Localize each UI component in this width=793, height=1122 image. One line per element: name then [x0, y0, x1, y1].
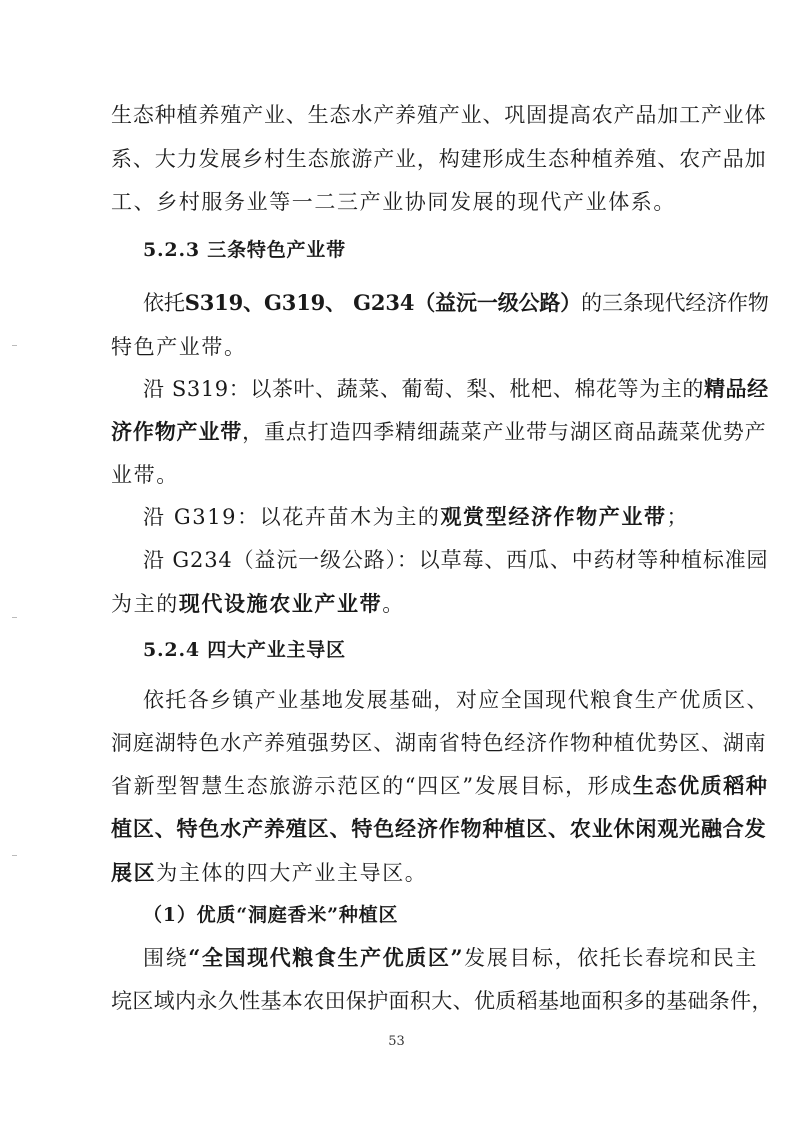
text-run: ，重点打造四季精细蔬菜产业带与湖区商品蔬菜优势产: [242, 420, 767, 444]
text-run: 沿 G319：以花卉苗木为主的: [143, 505, 441, 529]
text-run: 依托: [143, 291, 185, 315]
text-run: 省新型智慧生态旅游示范区的“四区”发展目标，形成: [111, 774, 633, 798]
emphasis-text: “全国现代粮食生产优质区”: [188, 945, 465, 970]
body-text-line: [111, 772, 768, 800]
body-text-line: 垸区域内永久性基本农田保护面积大、优质稻基地面积多的基础条件，: [111, 989, 773, 1013]
body-text-line: [143, 944, 758, 972]
text-run: 。: [382, 592, 405, 616]
text-run: 沿 S319：以茶叶、蔬菜、葡萄、梨、枇杷、棉花等为主的: [143, 377, 704, 401]
body-text-line: 沿 G234（益沅一级公路）：以草莓、西瓜、中药材等种植标准园: [143, 548, 769, 572]
text-run: 发展目标，依托长春垸和民主: [464, 946, 758, 970]
page-number: 53: [388, 1034, 405, 1049]
scan-margin-mark: [12, 345, 17, 346]
emphasis-text: 现代设施农业产业带: [178, 591, 383, 616]
body-text-line: 业带。: [111, 463, 179, 487]
emphasis-text: 展区: [111, 860, 157, 885]
text-run: ；: [666, 505, 690, 529]
body-text-line: [111, 859, 427, 887]
emphasis-line: 植区、特色水产养殖区、特色经济作物种植区、农业休闲观光融合发: [111, 816, 767, 841]
body-text-line: 工、乡村服务业等一二三产业协同发展的现代产业体系。: [111, 190, 676, 214]
text-run: 围绕: [143, 946, 189, 970]
text-run: 为主的: [111, 592, 179, 616]
body-text-line: [143, 289, 769, 317]
text-run: 的三条现代经济作物: [581, 291, 769, 315]
emphasis-text: 济作物产业带: [111, 419, 243, 444]
scan-margin-mark: [12, 617, 17, 618]
scan-margin-mark: [12, 855, 17, 856]
section-heading-5-2-4: 5.2.4 四大产业主导区: [143, 639, 346, 661]
body-text-line: 洞庭湖特色水产养殖强势区、湖南省特色经济作物种植优势区、湖南: [111, 731, 767, 755]
emphasis-text: 生态优质稻种: [632, 773, 769, 798]
section-heading-5-2-3: 5.2.3 三条特色产业带: [143, 239, 346, 261]
body-text-line: [143, 375, 769, 403]
body-text-line: 特色产业带。: [111, 335, 247, 359]
body-text-line: [143, 503, 689, 531]
body-text-line: 依托各乡镇产业基地发展基础，对应全国现代粮食生产优质区、: [143, 688, 769, 712]
emphasis-text: 观赏型经济作物产业带: [440, 504, 667, 529]
body-text-line: [111, 590, 405, 618]
road-names: S319、G319、 G234（益沅一级公路）: [184, 290, 582, 315]
subsection-heading-1: （1）优质“洞庭香米”种植区: [143, 904, 399, 926]
text-run: 为主体的四大产业主导区。: [156, 861, 428, 885]
body-text-line: 系、大力发展乡村生态旅游产业，构建形成生态种植养殖、农产品加: [111, 147, 767, 171]
emphasis-text: 精品经: [703, 376, 769, 401]
body-text-line: [111, 418, 767, 446]
body-text-line: 生态种植养殖产业、生态水产养殖产业、巩固提高农产品加工产业体: [111, 103, 767, 127]
